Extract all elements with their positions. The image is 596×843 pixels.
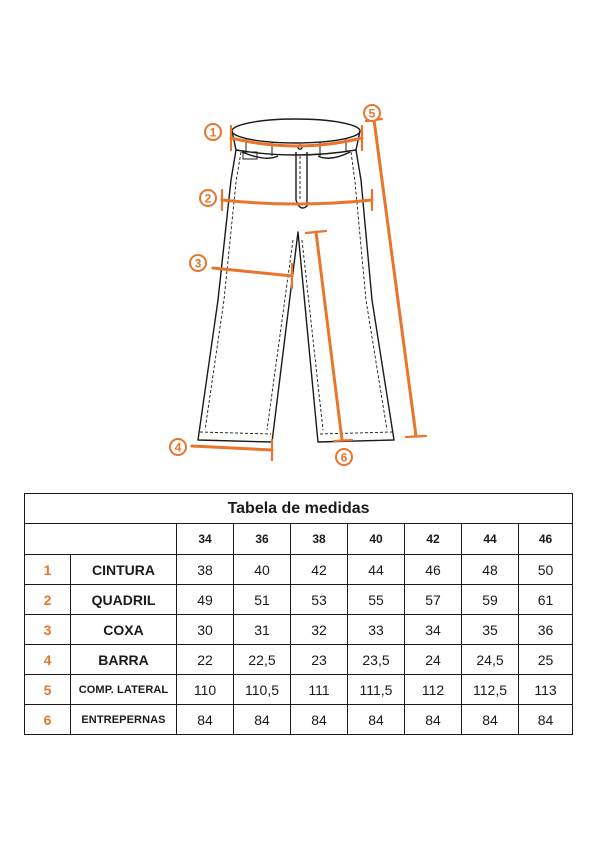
marker-6 [336,449,352,465]
size-chart-table [24,493,573,735]
measurement-value: 55 [348,585,405,615]
measurement-value: 49 [177,585,234,615]
measurement-value: 61 [519,585,573,615]
measurement-name: QUADRIL [71,585,177,615]
measurement-value: 25 [519,645,573,675]
table-row [25,705,573,735]
table-row [25,675,573,705]
measurement-value: 30 [177,615,234,645]
measurement-value: 50 [519,555,573,585]
row-index: 3 [25,615,71,645]
measurement-value: 84 [234,705,291,735]
measurement-value: 23,5 [348,645,405,675]
measurement-value: 24 [405,645,462,675]
table-row [25,615,573,645]
measurement-value: 110,5 [234,675,291,705]
svg-text:3: 3 [194,256,202,271]
row-index: 1 [25,555,71,585]
marker-4 [170,439,186,455]
measurement-value: 84 [348,705,405,735]
header-empty-cell [25,524,177,555]
measurement-value: 84 [405,705,462,735]
measurement-value: 40 [234,555,291,585]
size-header: 42 [405,524,462,555]
measurement-value: 38 [177,555,234,585]
measurement-value: 34 [405,615,462,645]
measurement-value: 84 [462,705,519,735]
measurement-value: 111,5 [348,675,405,705]
svg-text:5: 5 [368,106,376,121]
table-row [25,585,573,615]
measurement-value: 22 [177,645,234,675]
measurement-name: CINTURA [71,555,177,585]
measurement-value: 36 [519,615,573,645]
measurement-value: 84 [291,705,348,735]
measurement-name: COMP. LATERAL [71,675,177,705]
measurement-name: BARRA [71,645,177,675]
marker-5 [364,105,380,121]
table-row [25,555,573,585]
measurement-value: 48 [462,555,519,585]
measurement-value: 51 [234,585,291,615]
measurement-value: 111 [291,675,348,705]
measurement-value: 84 [519,705,573,735]
marker-3 [190,255,206,271]
measurement-value: 59 [462,585,519,615]
measurement-value: 23 [291,645,348,675]
measurement-value: 84 [177,705,234,735]
size-header: 40 [348,524,405,555]
size-header: 46 [519,524,573,555]
size-header: 36 [234,524,291,555]
measurement-value: 35 [462,615,519,645]
measurement-value: 46 [405,555,462,585]
marker-2 [200,190,216,206]
measurement-lines [192,119,426,460]
table-title-row [25,494,573,524]
measurement-value: 31 [234,615,291,645]
measurement-value: 113 [519,675,573,705]
size-header: 38 [291,524,348,555]
size-header: 44 [462,524,519,555]
svg-text:2: 2 [204,191,212,206]
measurement-value: 44 [348,555,405,585]
svg-text:1: 1 [209,125,217,140]
size-header-row [25,524,573,555]
row-index: 4 [25,645,71,675]
table-title: Tabela de medidas [25,494,573,524]
measurement-value: 24,5 [462,645,519,675]
svg-text:6: 6 [340,450,348,465]
measurement-value: 42 [291,555,348,585]
measurement-value: 22,5 [234,645,291,675]
measurement-value: 57 [405,585,462,615]
measurement-name: COXA [71,615,177,645]
row-index: 6 [25,705,71,735]
measurement-value: 32 [291,615,348,645]
measurement-value: 112,5 [462,675,519,705]
size-header: 34 [177,524,234,555]
measurement-value: 53 [291,585,348,615]
pants-outline [198,119,394,442]
measurement-value: 33 [348,615,405,645]
svg-text:4: 4 [174,440,182,455]
measurement-value: 110 [177,675,234,705]
row-index: 2 [25,585,71,615]
measurement-value: 112 [405,675,462,705]
table-row [25,645,573,675]
measurement-name: ENTREPERNAS [71,705,177,735]
row-index: 5 [25,675,71,705]
marker-1 [205,124,221,140]
